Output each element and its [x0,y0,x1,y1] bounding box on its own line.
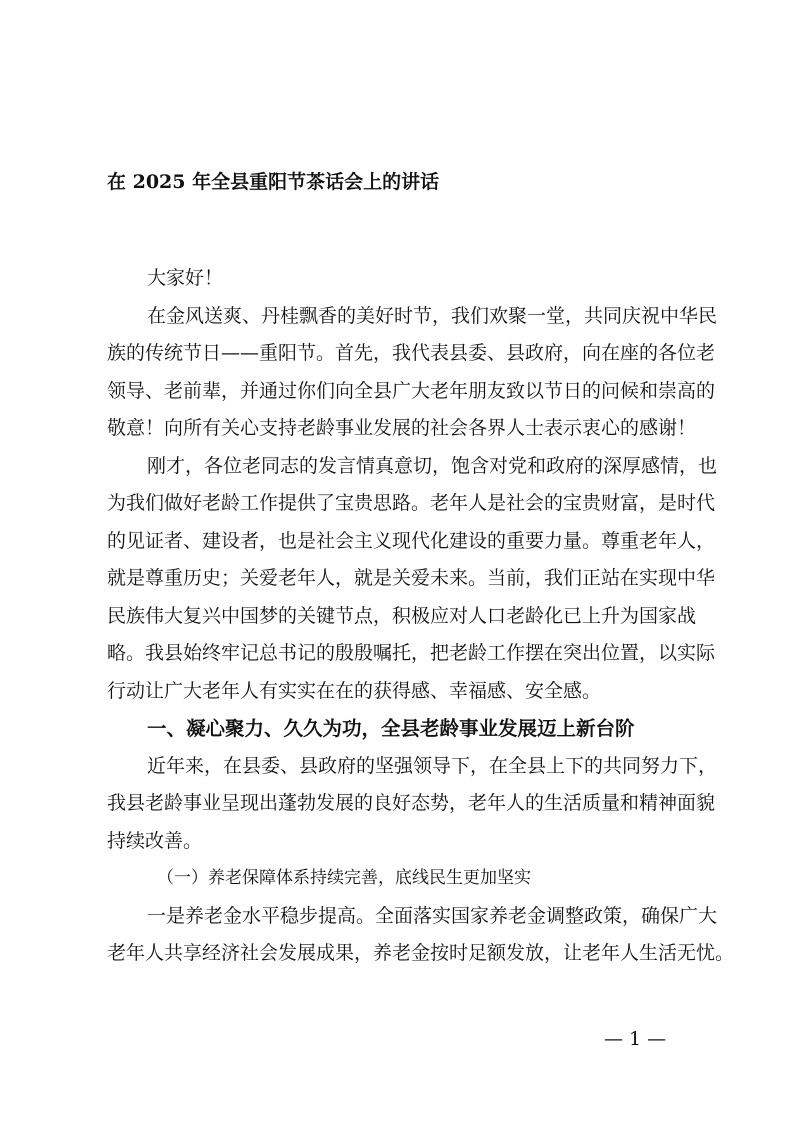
text-line: 行动让广大老年人有实实在在的获得感、幸福感、安全感。 [107,679,602,702]
text-line: 大家好！ [147,267,224,289]
text-line: 民族伟大复兴中国梦的关键节点，积极应对人口老龄化已上升为国家战 [107,604,697,627]
text-line: 敬意！向所有关心支持老龄事业发展的社会各界人士表示衷心的感谢！ [107,417,697,439]
paragraph [107,898,735,973]
text-line: 一是养老金水平稳步提高。全面落实国家养老金调整政策，确保广大 [147,904,718,927]
paragraph [107,298,718,448]
text-line: 为我们做好老龄工作提供了宝贵思路。老年人是社会的宝贵财富，是时代 [107,492,716,514]
document-title: 在 2025 年全县重阳节茶话会上的讲话 [107,171,440,193]
text-line: 一、凝心聚力、久久为功，全县老龄事业发展迈上新台阶 [147,717,635,740]
text-line: 在金风送爽、丹桂飘香的美好时节，我们欢聚一堂，共同庆祝中华民 [147,304,718,327]
document-body [107,260,735,973]
text-line: 领导、老前辈，并通过你们向全县广大老年朋友致以节日的问候和崇高的 [107,379,716,402]
text-line: 近年来，在县委、县政府的坚强领导下，在全县上下的共同努力下， [147,754,718,777]
text-line: 我县老龄事业呈现出蓬勃发展的良好态势，老年人的生活质量和精神面貌 [107,792,716,814]
text-line: 刚才，各位老同志的发言情真意切，饱含对党和政府的深厚感情，也 [147,454,718,477]
paragraph [107,448,718,711]
text-line: 就是尊重历史；关爱老年人，就是关爱未来。当前，我们正站在实现中华 [107,567,716,589]
text-line: 的见证者、建设者，也是社会主义现代化建设的重要力量。尊重老年人， [107,529,716,552]
paragraph [107,748,718,861]
text-line: 略。我县始终牢记总书记的殷殷嘱托，把老龄工作摆在突出位置，以实际 [107,642,716,664]
section-heading [107,710,687,748]
text-line: （一）养老保障体系持续完善，底线民生更加坚实 [157,868,531,888]
page-number: — 1 — [604,1028,667,1050]
paragraph [107,260,687,298]
text-line: 持续改善。 [107,829,203,852]
subsection-heading [107,860,687,898]
text-line: 老年人共享经济社会发展成果，养老金按时足额发放，让老年人生活无忧。 [107,942,735,964]
text-line: 族的传统节日——重阳节。首先，我代表县委、县政府，向在座的各位老 [107,342,716,364]
